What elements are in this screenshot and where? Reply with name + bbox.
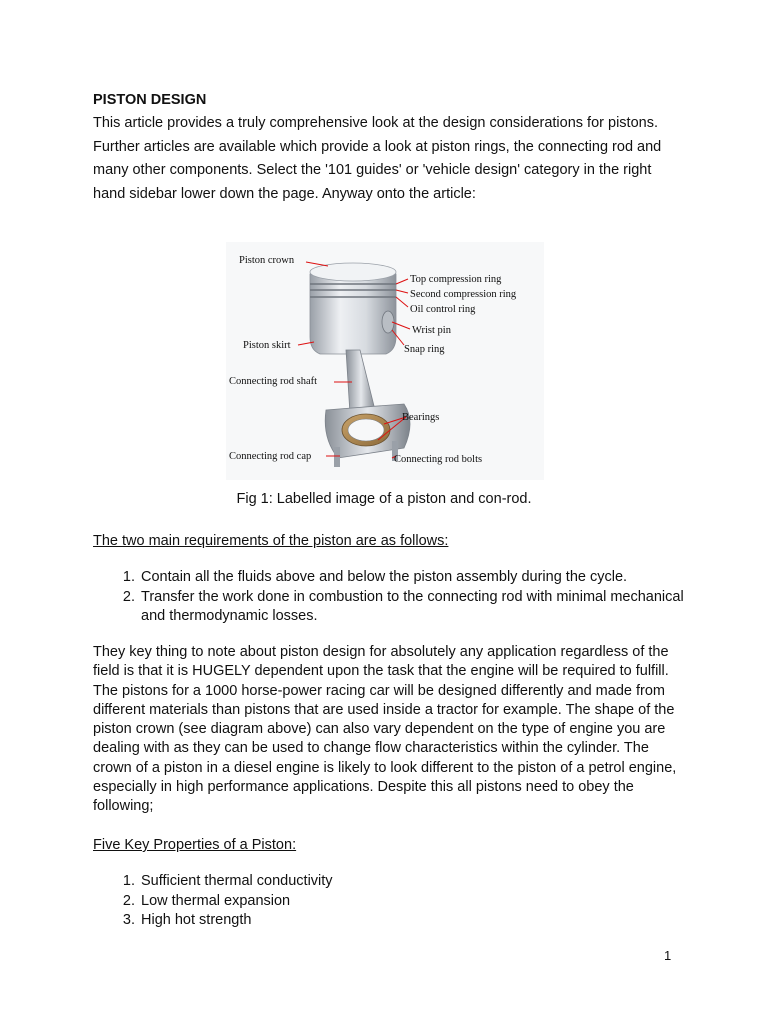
label-wrist-pin: Wrist pin (412, 325, 451, 336)
requirements-heading: The two main requirements of the piston are as follows: (93, 533, 449, 549)
page-title: PISTON DESIGN (93, 92, 207, 108)
page-number: 1 (664, 948, 672, 963)
piston-skirt-shape (310, 274, 396, 354)
label-piston-skirt: Piston skirt (243, 340, 291, 351)
label-piston-crown: Piston crown (239, 255, 295, 266)
body-paragraph: They key thing to note about piston design for absolutely any application regardless of the field is that it is HUGELY dependent upon the task that the engine will be required to fulfill. The pistons for a 1000 horse-power racing car will be designed differently and made from different materials than pistons that are used inside a tractor for example. The shape of the piston crown (see diagram above) can also vary dependent on the type of engine you are dealing with as they can be used to change flow characteristics within the cylinder. The crown of a piston in a diesel engine is likely to look different to the piston of a petrol engine, especially in high performance applications. Despite this all pistons need to obey the following; (93, 644, 677, 815)
requirements-list (93, 568, 699, 627)
rod-bolt-shape (334, 447, 340, 467)
label-top-compression-ring: Top compression ring (410, 274, 502, 285)
properties-heading: Five Key Properties of a Piston: (93, 837, 297, 853)
label-snap-ring: Snap ring (404, 344, 445, 355)
list-item: 1. Sufficient thermal conductivity (139, 872, 699, 892)
label-oil-control-ring: Oil control ring (410, 304, 476, 315)
piston-figure (226, 242, 544, 480)
label-connecting-rod-cap: Connecting rod cap (229, 451, 312, 462)
properties-list (93, 872, 699, 931)
label-second-compression-ring: Second compression ring (410, 289, 517, 300)
list-item: 3. High hot strength (139, 911, 699, 931)
figure-caption: Fig 1: Labelled image of a piston and con-rod. (236, 491, 532, 507)
list-item: 2. Low thermal expansion (139, 892, 699, 912)
label-connecting-rod-shaft: Connecting rod shaft (229, 376, 318, 387)
label-bearings: Bearings (402, 412, 440, 423)
label-connecting-rod-bolts: Connecting rod bolts (394, 454, 483, 465)
piston-diagram (226, 242, 544, 480)
list-item: 2. Transfer the work done in combustion to the connecting rod with minimal mechanical and thermodynamic losses. (139, 588, 699, 627)
piston-crown-shape (310, 263, 396, 281)
bearing-bore (348, 419, 384, 441)
list-item: 1. Contain all the fluids above and below the piston assembly during the cycle. (139, 568, 699, 588)
intro-paragraph: This article provides a truly comprehensive look at the design considerations for pistons. Further articles are available which provide a look at piston rings, the connecting rod and many other components. Select the '101 guides' or 'vehicle design' category in the right hand sidebar lower down the page. Anyway onto the article: (93, 115, 662, 202)
